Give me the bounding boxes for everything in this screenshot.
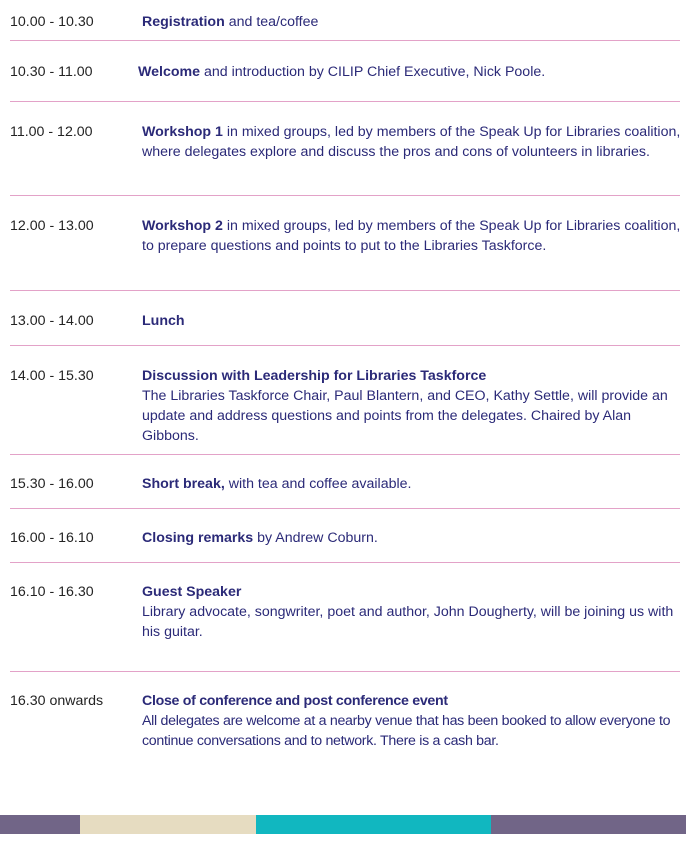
session-text: and introduction by CILIP Chief Executive, Nick Poole. <box>200 64 546 80</box>
session-title: Lunch <box>142 313 185 329</box>
session-description <box>138 62 678 82</box>
session-text: by Andrew Coburn. <box>253 530 378 546</box>
time-slot: 16.10 - 16.30 <box>10 584 94 600</box>
session-text: in mixed groups, led by members of the Speak Up for Libraries coalition, where delegates explore and discuss the pros and cons of volunteers in libraries. <box>142 124 681 160</box>
divider <box>10 195 680 196</box>
divider <box>10 671 680 672</box>
session-title: Guest Speaker <box>142 584 242 600</box>
session-title: Closing remarks <box>142 530 254 546</box>
time-slot: 16.30 onwards <box>10 693 104 709</box>
session-description <box>142 122 682 162</box>
time-slot: 11.00 - 12.00 <box>10 124 93 140</box>
session-title: Workshop 2 <box>142 218 223 234</box>
divider <box>10 290 680 291</box>
divider <box>10 101 680 102</box>
session-title: Close of conference and post conference event <box>142 693 448 709</box>
color-bar-segment <box>491 815 686 834</box>
session-text: Library advocate, songwriter, poet and author, John Dougherty, will be joining us with his guitar. <box>142 604 674 640</box>
session-text: and tea/coffee <box>224 14 319 30</box>
session-text: with tea and coffee available. <box>224 476 412 492</box>
session-title: Registration <box>142 14 225 30</box>
divider <box>10 454 680 455</box>
session-title: Short break, <box>142 476 225 492</box>
session-description <box>142 366 682 446</box>
session-description <box>142 12 682 32</box>
session-text: in mixed groups, led by members of the Speak Up for Libraries coalition, to prepare questions and points to put to the Libraries Taskforce. <box>142 218 681 254</box>
decorative-color-bar <box>0 815 686 834</box>
session-description <box>142 311 682 331</box>
divider <box>10 562 680 563</box>
divider <box>10 345 680 346</box>
time-slot: 14.00 - 15.30 <box>10 368 94 384</box>
session-description <box>142 216 682 256</box>
time-slot: 12.00 - 13.00 <box>10 218 94 234</box>
time-slot: 13.00 - 14.00 <box>10 313 94 329</box>
time-slot: 15.30 - 16.00 <box>10 476 94 492</box>
color-bar-segment <box>0 815 80 834</box>
color-bar-segment <box>80 815 256 834</box>
session-text: The Libraries Taskforce Chair, Paul Blantern, and CEO, Kathy Settle, will provide an update and address questions and points from the delegates. Chaired by Alan Gibbons. <box>142 388 668 444</box>
color-bar-segment <box>256 815 491 834</box>
divider <box>10 40 680 41</box>
time-slot: 16.00 - 16.10 <box>10 530 94 546</box>
session-text: All delegates are welcome at a nearby venue that has been booked to allow everyone to continue conversations and to network. There is a cash bar. <box>142 713 671 749</box>
time-slot: 10.30 - 11.00 <box>10 64 93 80</box>
session-description <box>142 528 682 548</box>
session-description <box>142 691 682 751</box>
session-title: Workshop 1 <box>142 124 223 140</box>
divider <box>10 508 680 509</box>
session-title: Welcome <box>138 64 201 80</box>
session-description <box>142 474 682 494</box>
session-title: Discussion with Leadership for Libraries Taskforce <box>142 368 487 384</box>
session-description <box>142 582 682 642</box>
time-slot: 10.00 - 10.30 <box>10 14 94 30</box>
